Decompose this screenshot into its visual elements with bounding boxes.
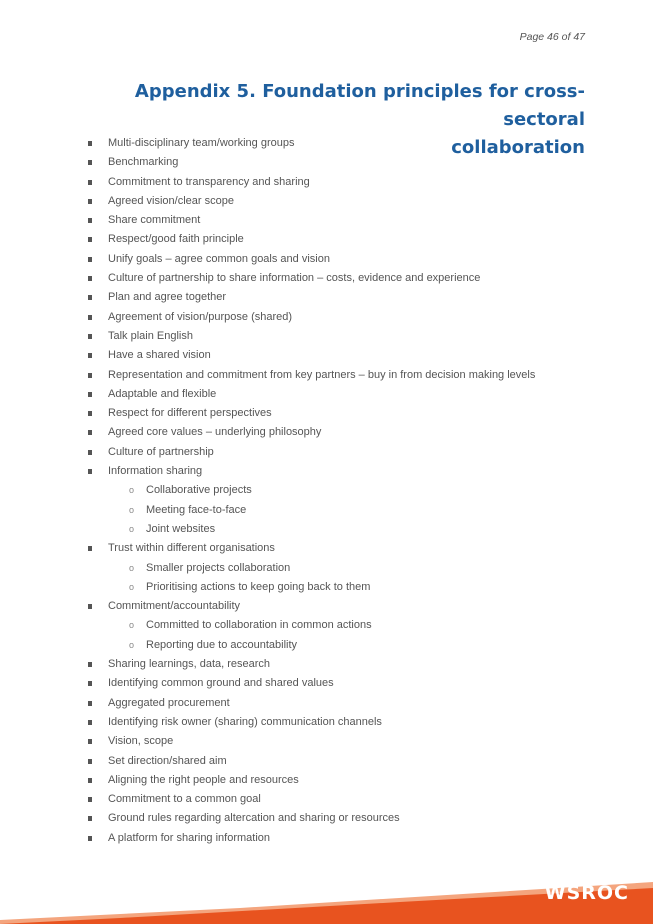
list-item: [0, 327, 653, 346]
wsroc-logo: WSROC: [544, 882, 629, 904]
list-item-text: Reporting due to accountability: [146, 638, 298, 651]
circle-bullet-icon: o: [129, 620, 135, 631]
list-item: [0, 288, 653, 307]
list-item-text: Talk plain English: [108, 329, 193, 342]
list-item: [0, 269, 653, 288]
square-bullet-icon: [88, 315, 92, 320]
list-item: [0, 308, 653, 327]
list-item-text: Benchmarking: [108, 156, 179, 169]
list-item: [0, 694, 653, 713]
square-bullet-icon: [88, 373, 92, 378]
list-item: [0, 173, 653, 192]
list-item-text: Information sharing: [108, 465, 203, 478]
list-item: [0, 153, 653, 172]
list-item-text: Ground rules regarding altercation and sharing or resources: [108, 812, 400, 825]
square-bullet-icon: [88, 160, 92, 165]
square-bullet-icon: [88, 662, 92, 667]
sub-list-item: [0, 578, 653, 597]
list-item-text: Representation and commitment from key partners – buy in from decision making levels: [108, 368, 536, 381]
list-item: [0, 423, 653, 442]
sub-list-item: [0, 636, 653, 655]
list-item-text: Unify goals – agree common goals and vision: [108, 252, 330, 265]
list-item: [0, 462, 653, 481]
list-item-text: Commitment/accountability: [108, 600, 241, 613]
list-item-text: Smaller projects collaboration: [146, 561, 291, 574]
square-bullet-icon: [88, 430, 92, 435]
list-item: [0, 790, 653, 809]
list-item: [0, 597, 653, 616]
list-item-text: Joint websites: [146, 522, 216, 535]
list-item: [0, 732, 653, 751]
list-item-text: Adaptable and flexible: [108, 387, 217, 400]
sub-list-item: [0, 520, 653, 539]
list-item-text: Aggregated procurement: [108, 696, 230, 709]
square-bullet-icon: [88, 276, 92, 281]
list-item: [0, 404, 653, 423]
list-item: [0, 385, 653, 404]
list-item-text: Agreement of vision/purpose (shared): [108, 310, 293, 323]
square-bullet-icon: [88, 778, 92, 783]
principles-list: [0, 134, 653, 848]
list-item-text: Agreed core values – underlying philosophy: [108, 426, 322, 439]
square-bullet-icon: [88, 199, 92, 204]
square-bullet-icon: [88, 797, 92, 802]
list-item: [0, 674, 653, 693]
list-item: [0, 752, 653, 771]
square-bullet-icon: [88, 295, 92, 300]
square-bullet-icon: [88, 759, 92, 764]
list-item-text: Vision, scope: [108, 735, 174, 748]
list-item-text: Meeting face-to-face: [146, 503, 247, 516]
square-bullet-icon: [88, 141, 92, 146]
list-item: [0, 655, 653, 674]
square-bullet-icon: [88, 237, 92, 242]
list-item: [0, 539, 653, 558]
square-bullet-icon: [88, 469, 92, 474]
list-item: [0, 713, 653, 732]
sub-list-item: [0, 481, 653, 500]
list-item-text: Commitment to transparency and sharing: [108, 175, 310, 188]
list-item: [0, 211, 653, 230]
circle-bullet-icon: o: [129, 485, 135, 496]
list-item-text: Identifying common ground and shared values: [108, 677, 334, 690]
list-item: [0, 134, 653, 153]
list-item-text: Respect for different perspectives: [108, 407, 272, 420]
circle-bullet-icon: o: [129, 523, 135, 534]
list-item-text: Sharing learnings, data, research: [108, 658, 271, 671]
list-item: [0, 443, 653, 462]
square-bullet-icon: [88, 816, 92, 821]
list-item-text: Have a shared vision: [108, 349, 211, 362]
page-number: Page 46 of 47: [519, 31, 585, 43]
square-bullet-icon: [88, 180, 92, 185]
square-bullet-icon: [88, 720, 92, 725]
list-item-text: Collaborative projects: [146, 484, 252, 497]
list-item: [0, 346, 653, 365]
list-item-text: Plan and agree together: [108, 291, 227, 304]
list-item: [0, 366, 653, 385]
square-bullet-icon: [88, 392, 92, 397]
square-bullet-icon: [88, 353, 92, 358]
list-item: [0, 192, 653, 211]
square-bullet-icon: [88, 701, 92, 706]
circle-bullet-icon: o: [129, 504, 135, 515]
list-item-text: A platform for sharing information: [108, 831, 271, 844]
list-item: [0, 230, 653, 249]
square-bullet-icon: [88, 836, 92, 841]
list-item-text: Multi-disciplinary team/working groups: [108, 137, 295, 149]
square-bullet-icon: [88, 546, 92, 551]
square-bullet-icon: [88, 739, 92, 744]
list-item-text: Prioritising actions to keep going back to them: [146, 580, 371, 593]
list-item-text: Aligning the right people and resources: [108, 773, 299, 786]
square-bullet-icon: [88, 257, 92, 262]
list-item-text: Trust within different organisations: [108, 542, 275, 555]
list-item-text: Committed to collaboration in common actions: [146, 619, 372, 632]
list-item: [0, 771, 653, 790]
square-bullet-icon: [88, 411, 92, 416]
list-item-text: Culture of partnership to share information – costs, evidence and experience: [108, 272, 481, 285]
square-bullet-icon: [88, 681, 92, 686]
sub-list-item: [0, 616, 653, 635]
square-bullet-icon: [88, 450, 92, 455]
list-item-text: Commitment to a common goal: [108, 793, 261, 806]
list-item: [0, 250, 653, 269]
circle-bullet-icon: o: [129, 639, 135, 650]
list-item-text: Share commitment: [108, 214, 201, 227]
title-line-2: collaboration: [451, 137, 585, 158]
sub-list-item: [0, 501, 653, 520]
list-item-text: Culture of partnership: [108, 445, 214, 458]
list-item-text: Set direction/shared aim: [108, 754, 227, 767]
list-item-text: Agreed vision/clear scope: [108, 194, 234, 207]
list-item: [0, 829, 653, 848]
circle-bullet-icon: o: [129, 581, 135, 592]
circle-bullet-icon: o: [129, 562, 135, 573]
square-bullet-icon: [88, 334, 92, 339]
list-item-text: Respect/good faith principle: [108, 233, 244, 246]
sub-list-item: [0, 559, 653, 578]
list-item: [0, 809, 653, 828]
list-item-text: Identifying risk owner (sharing) communication channels: [108, 715, 382, 728]
title-line-1: Appendix 5. Foundation principles for cross-sectoral: [134, 81, 585, 130]
square-bullet-icon: [88, 604, 92, 609]
square-bullet-icon: [88, 218, 92, 223]
